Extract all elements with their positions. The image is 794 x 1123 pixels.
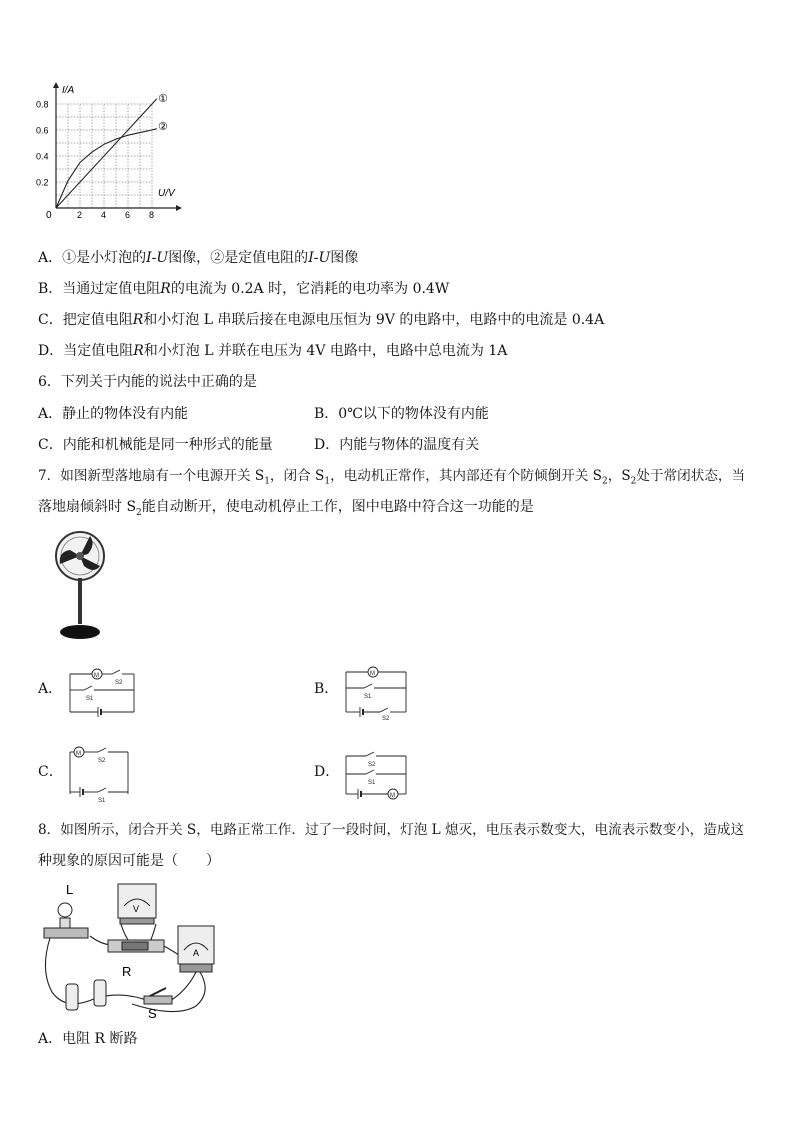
label-r: R xyxy=(122,964,132,979)
circuit-a-motor-label: M xyxy=(94,673,99,679)
q5-a-text3: 是定值电阻的 xyxy=(224,250,309,266)
q5-d-text: 和小灯泡 L 并联在电压为 4V 电路中，电路中总电流为 1A xyxy=(143,343,508,359)
floor-fan-image xyxy=(50,526,110,642)
q7-stem-line2 xyxy=(38,497,534,523)
q7-text-e: 处于常闭状态，当 xyxy=(636,468,746,484)
circuit-a-s2-blade xyxy=(112,670,120,674)
circuit-c-s2-label: S2 xyxy=(98,758,106,764)
circuit-d-s2-blade xyxy=(366,752,374,756)
q8-stem-line1: 8．如图所示，闭合开关 S，电路正常工作．过了一段时间，灯泡 L 熄灭，电压表示数变大，电流表示数变小，造成这 xyxy=(38,822,745,838)
q5-a-circle2: ② xyxy=(210,250,225,266)
q7-text-a: 7．如图新型落地扇有一个电源开关 S xyxy=(38,468,265,484)
q7-stem-line1 xyxy=(38,466,745,492)
y-tick-label: 0.6 xyxy=(36,125,49,136)
q7-option-a-label: A． xyxy=(38,681,63,697)
q7-sub-a: 1 xyxy=(264,476,270,487)
q7-option-c-label: C． xyxy=(38,764,63,780)
q7-sub-d: 2 xyxy=(630,476,637,487)
curve-2-line xyxy=(56,129,157,208)
q8-circuit-illustration xyxy=(36,880,226,1020)
q8-option-a: A．电阻 R 断路 xyxy=(38,1031,138,1047)
q5-option-a xyxy=(38,248,358,268)
circuit-d-s2-label: S2 xyxy=(368,762,376,768)
q5-a-iu1: I-U xyxy=(146,250,169,266)
label-a: A xyxy=(193,948,200,958)
q7-option-d-label: D． xyxy=(314,764,340,780)
circuit-b-s2-blade xyxy=(380,708,388,712)
y-tick-labels xyxy=(36,100,49,188)
circuit-a-s1-blade xyxy=(84,686,92,690)
y-axis-label: I/A xyxy=(62,85,75,96)
circuit-b xyxy=(340,662,420,720)
label-v: V xyxy=(133,904,140,914)
x-tick-label: 6 xyxy=(125,210,131,220)
battery-1-icon xyxy=(66,984,78,1010)
q6-option-a: A．静止的物体没有内能 xyxy=(38,406,189,422)
circuit-b-s1-label: S1 xyxy=(364,694,372,700)
x-axis-label: U/V xyxy=(158,188,175,199)
q5-c-prefix: C．把定值电阻 xyxy=(38,312,133,328)
y-tick-label: 0.2 xyxy=(36,177,49,188)
circuit-a-s2-label: S2 xyxy=(115,680,123,686)
q5-option-b xyxy=(38,279,449,299)
circuit-c-s1-label: S1 xyxy=(98,798,106,804)
q7-text-f: 落地扇倾斜时 S xyxy=(38,499,137,515)
q5-a-text4: 图像 xyxy=(330,250,359,266)
x-tick-label: 8 xyxy=(149,210,155,220)
circuit-a xyxy=(62,662,142,720)
circuit-d-s1-blade xyxy=(366,770,374,774)
x-tick-label: 4 xyxy=(101,210,107,220)
circuit-b-motor-label: M xyxy=(370,671,375,677)
circuit-d-motor-label: M xyxy=(390,793,395,799)
circuit-d xyxy=(340,744,420,804)
q8-stem-line2: 种现象的原因可能是（ ） xyxy=(38,853,220,869)
q7-sub-b: 1 xyxy=(324,476,331,487)
curve-1-label: ① xyxy=(158,93,168,105)
y-axis-arrow xyxy=(53,82,59,88)
q7-sub-c: 2 xyxy=(602,476,608,487)
x-tick-labels xyxy=(77,210,154,220)
lamp-bulb-icon xyxy=(58,903,72,917)
label-s: S xyxy=(148,1006,157,1020)
q6-stem: 6．下列关于内能的说法中正确的是 xyxy=(38,374,257,390)
curve-2-label: ② xyxy=(158,121,168,133)
q5-a-iu2: I-U xyxy=(308,250,331,266)
battery-2-icon xyxy=(94,980,106,1006)
q7-sub-e: 2 xyxy=(136,507,142,518)
circuit-c-s1-blade xyxy=(98,788,106,792)
circuit-c-motor-label: M xyxy=(76,751,81,757)
circuit-d-s1-label: S1 xyxy=(368,780,376,786)
y-tick-label: 0.4 xyxy=(36,151,49,162)
y-tick-label: 0.8 xyxy=(36,99,49,110)
q5-d-prefix: D．当定值电阻 xyxy=(38,343,134,359)
origin-label: 0 xyxy=(46,210,52,221)
q5-a-circle1: ① xyxy=(62,250,77,266)
q7-option-b-label: B． xyxy=(314,681,339,697)
switch-icon xyxy=(144,996,172,1004)
q5-d-r: R xyxy=(133,343,144,359)
circuit-a-s1-label: S1 xyxy=(86,696,94,702)
circuit-b-s1-blade xyxy=(364,684,372,688)
q5-c-text: 和小灯泡 L 串联后接在电源电压恒为 9V 的电路中，电路中的电流是 0.4A xyxy=(143,312,605,328)
curve-1-line xyxy=(56,99,157,208)
circuit-c-s2-blade xyxy=(98,748,106,752)
q6-option-b: B．0℃以下的物体没有内能 xyxy=(314,406,489,422)
q6-option-d: D．内能与物体的温度有关 xyxy=(314,437,480,453)
q5-b-r: R xyxy=(160,281,171,297)
q5-option-c xyxy=(38,310,604,330)
q7-text-d: ，S xyxy=(607,468,631,484)
x-tick-label: 2 xyxy=(77,210,83,220)
label-l: L xyxy=(66,882,74,897)
q7-text-c: ，电动机正常作，其内部还有个防倾倒开关 S xyxy=(330,468,602,484)
q5-a-text1: 是小灯泡的 xyxy=(76,250,147,266)
q5-a-text2: 图像， xyxy=(168,250,211,266)
x-axis-arrow xyxy=(176,205,182,211)
q5-b-prefix: B．当通过定值电阻 xyxy=(38,281,161,297)
q7-text-g: 能自动断开，使电动机停止工作，图中电路中符合这一功能的是 xyxy=(141,499,534,515)
q5-c-r: R xyxy=(132,312,144,328)
q6-option-c: C．内能和机械能是同一种形式的能量 xyxy=(38,437,273,453)
ammeter-icon xyxy=(178,926,214,964)
circuit-b-s2-label: S2 xyxy=(382,716,390,720)
q5-b-text: 的电流为 0.2A 时，它消耗的电功率为 0.4W xyxy=(170,281,450,297)
q5-a-prefix: A． xyxy=(38,250,63,266)
iu-graph xyxy=(30,82,190,222)
q7-text-b: ，闭合 S xyxy=(269,468,325,484)
circuit-c xyxy=(62,744,142,804)
lamp-base xyxy=(44,928,88,938)
q5-option-d xyxy=(38,341,507,361)
